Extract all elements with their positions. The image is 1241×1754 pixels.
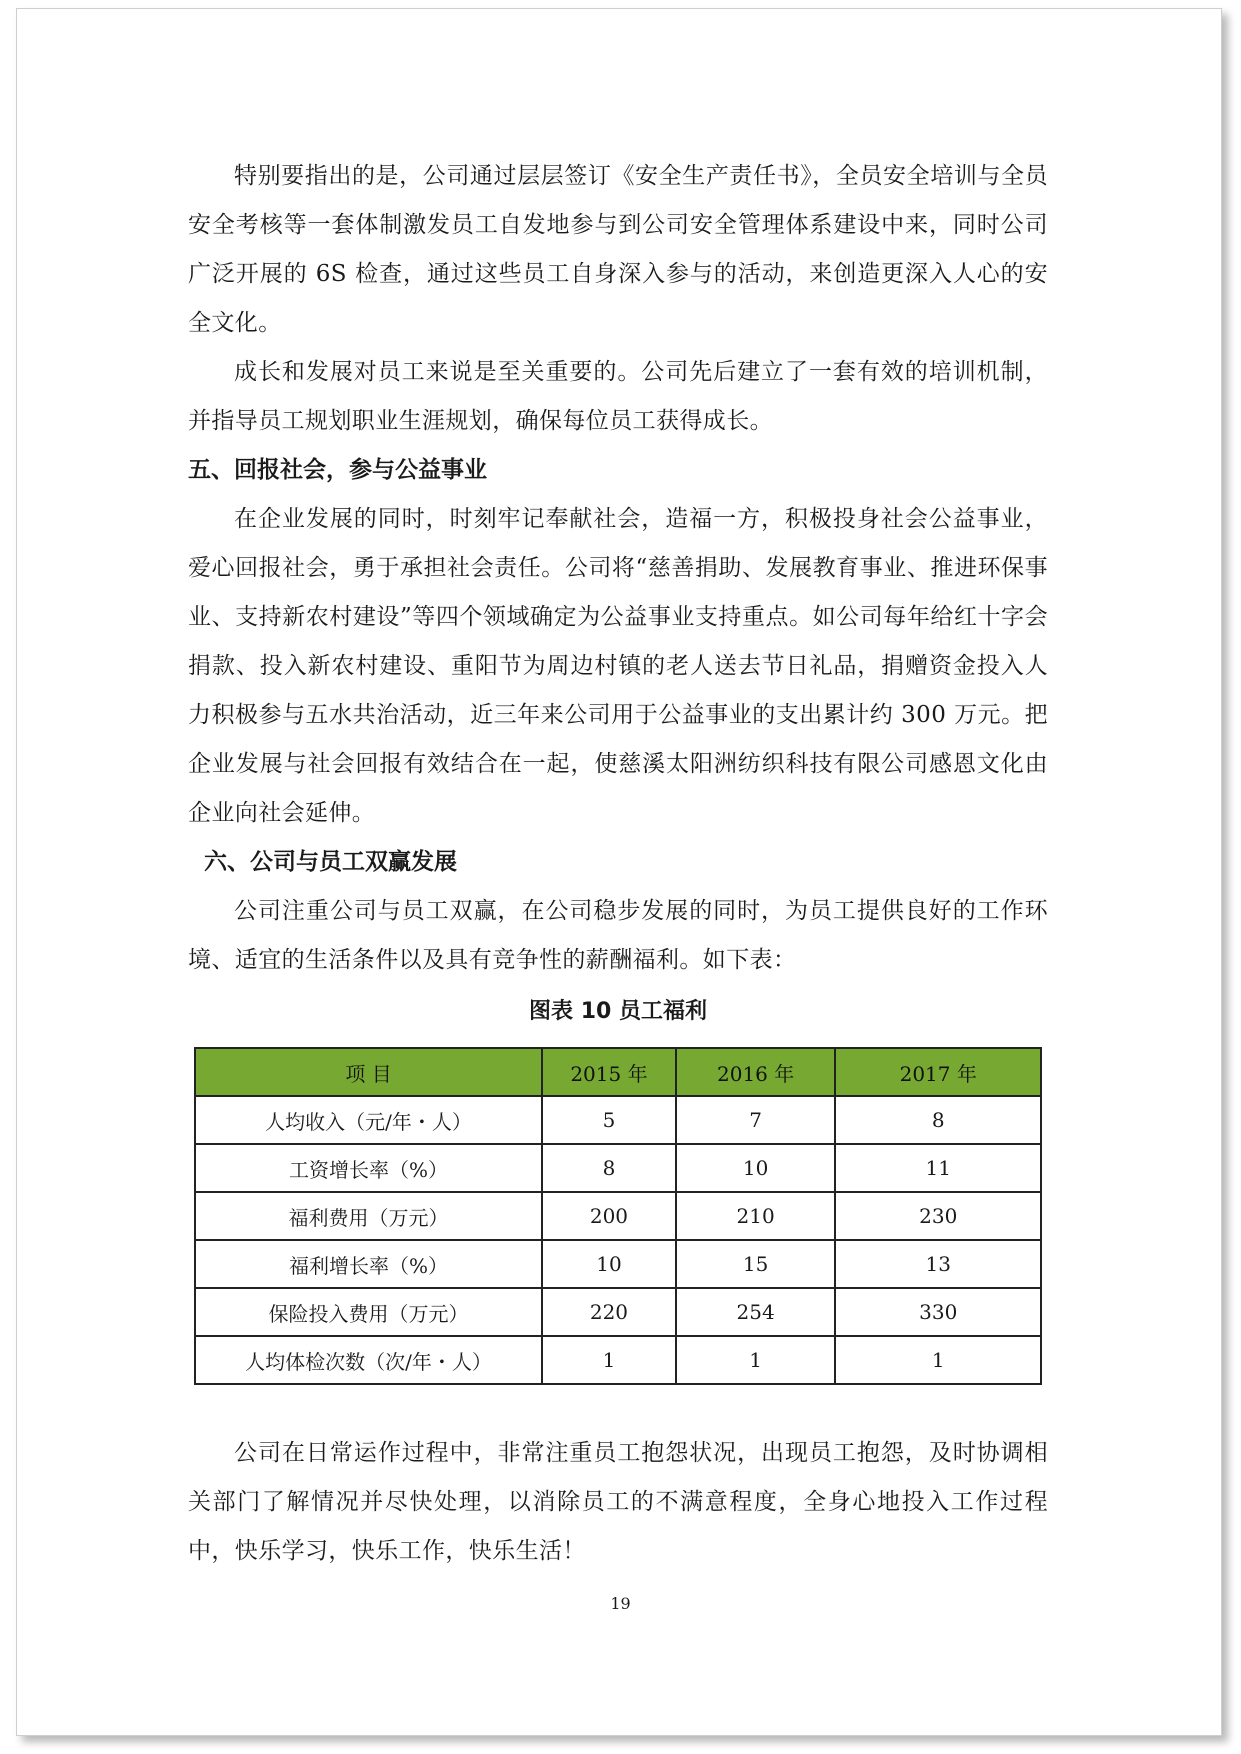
cell-2017: 1 (835, 1336, 1041, 1384)
table-header-row (195, 1048, 1041, 1096)
table-row (195, 1192, 1041, 1240)
page-content (188, 152, 1048, 1576)
paragraph-growth: 成长和发展对员工来说是至关重要的。公司先后建立了一套有效的培训机制，并指导员工规划职业生涯规划，确保每位员工获得成长。 (188, 359, 1048, 434)
cell-2017: 230 (835, 1192, 1041, 1240)
paragraph-employee-complaints: 公司在日常运作过程中，非常注重员工抱怨状况，出现员工抱怨，及时协调相关部门了解情况并尽快处理，以消除员工的不满意程度，全身心地投入工作过程中，快乐学习，快乐工作，快乐生活！ (188, 1440, 1048, 1564)
row-label: 人均体检次数（次/年・人） (195, 1336, 542, 1384)
row-label: 福利费用（万元） (195, 1192, 542, 1240)
paragraph-win-win: 公司注重公司与员工双赢，在公司稳步发展的同时，为员工提供良好的工作环境、适宜的生活条件以及具有竞争性的薪酬福利。如下表： (188, 898, 1048, 973)
table-caption: 图表 10 员工福利 (529, 999, 707, 1024)
row-label: 保险投入费用（万元） (195, 1288, 542, 1336)
row-label: 工资增长率（%） (195, 1144, 542, 1192)
cell-2015: 10 (542, 1240, 676, 1288)
paragraph-safety-culture: 特别要指出的是，公司通过层层签订《安全生产责任书》，全员安全培训与全员安全考核等一套体制激发员工自发地参与到公司安全管理体系建设中来，同时公司广泛开展的 6S 检查，通过这些员工自身深入参与的活动，来创造更深入人心的安全文化。 (188, 163, 1048, 336)
section-heading-social: 五、回报社会，参与公益事业 (188, 457, 487, 483)
cell-2015: 5 (542, 1096, 676, 1144)
cell-2016: 15 (676, 1240, 836, 1288)
section-heading-win-win: 六、公司与员工双赢发展 (204, 849, 457, 875)
cell-2017: 13 (835, 1240, 1041, 1288)
table-row (195, 1240, 1041, 1288)
table-row (195, 1144, 1041, 1192)
cell-2016: 10 (676, 1144, 836, 1192)
cell-2017: 11 (835, 1144, 1041, 1192)
cell-2015: 220 (542, 1288, 676, 1336)
cell-2016: 7 (676, 1096, 836, 1144)
cell-2016: 1 (676, 1336, 836, 1384)
header-2016: 2016 年 (676, 1048, 836, 1096)
cell-2017: 8 (835, 1096, 1041, 1144)
cell-2015: 1 (542, 1336, 676, 1384)
cell-2017: 330 (835, 1288, 1041, 1336)
table-row (195, 1096, 1041, 1144)
cell-2016: 210 (676, 1192, 836, 1240)
row-label: 人均收入（元/年・人） (195, 1096, 542, 1144)
page-number: 19 (610, 1594, 631, 1613)
header-2015: 2015 年 (542, 1048, 676, 1096)
table-row (195, 1336, 1041, 1384)
paragraph-social-welfare: 在企业发展的同时，时刻牢记奉献社会，造福一方，积极投身社会公益事业，爱心回报社会，勇于承担社会责任。公司将“慈善捐助、发展教育事业、推进环保事业、支持新农村建设”等四个领域确定为公益事业支持重点。如公司每年给红十字会捐款、投入新农村建设、重阳节为周边村镇的老人送去节日礼品，捐赠资金投入人力积极参与五水共治活动，近三年来公司用于公益事业的支出累计约 300 万元。把企业发展与社会回报有效结合在一起，使慈溪太阳洲纺织科技有限公司感恩文化由企业向社会延伸。 (188, 506, 1048, 826)
cell-2016: 254 (676, 1288, 836, 1336)
row-label: 福利增长率（%） (195, 1240, 542, 1288)
cell-2015: 200 (542, 1192, 676, 1240)
header-item: 项 目 (195, 1048, 542, 1096)
table-row (195, 1288, 1041, 1336)
cell-2015: 8 (542, 1144, 676, 1192)
employee-benefits-table (194, 1047, 1042, 1385)
header-2017: 2017 年 (835, 1048, 1041, 1096)
